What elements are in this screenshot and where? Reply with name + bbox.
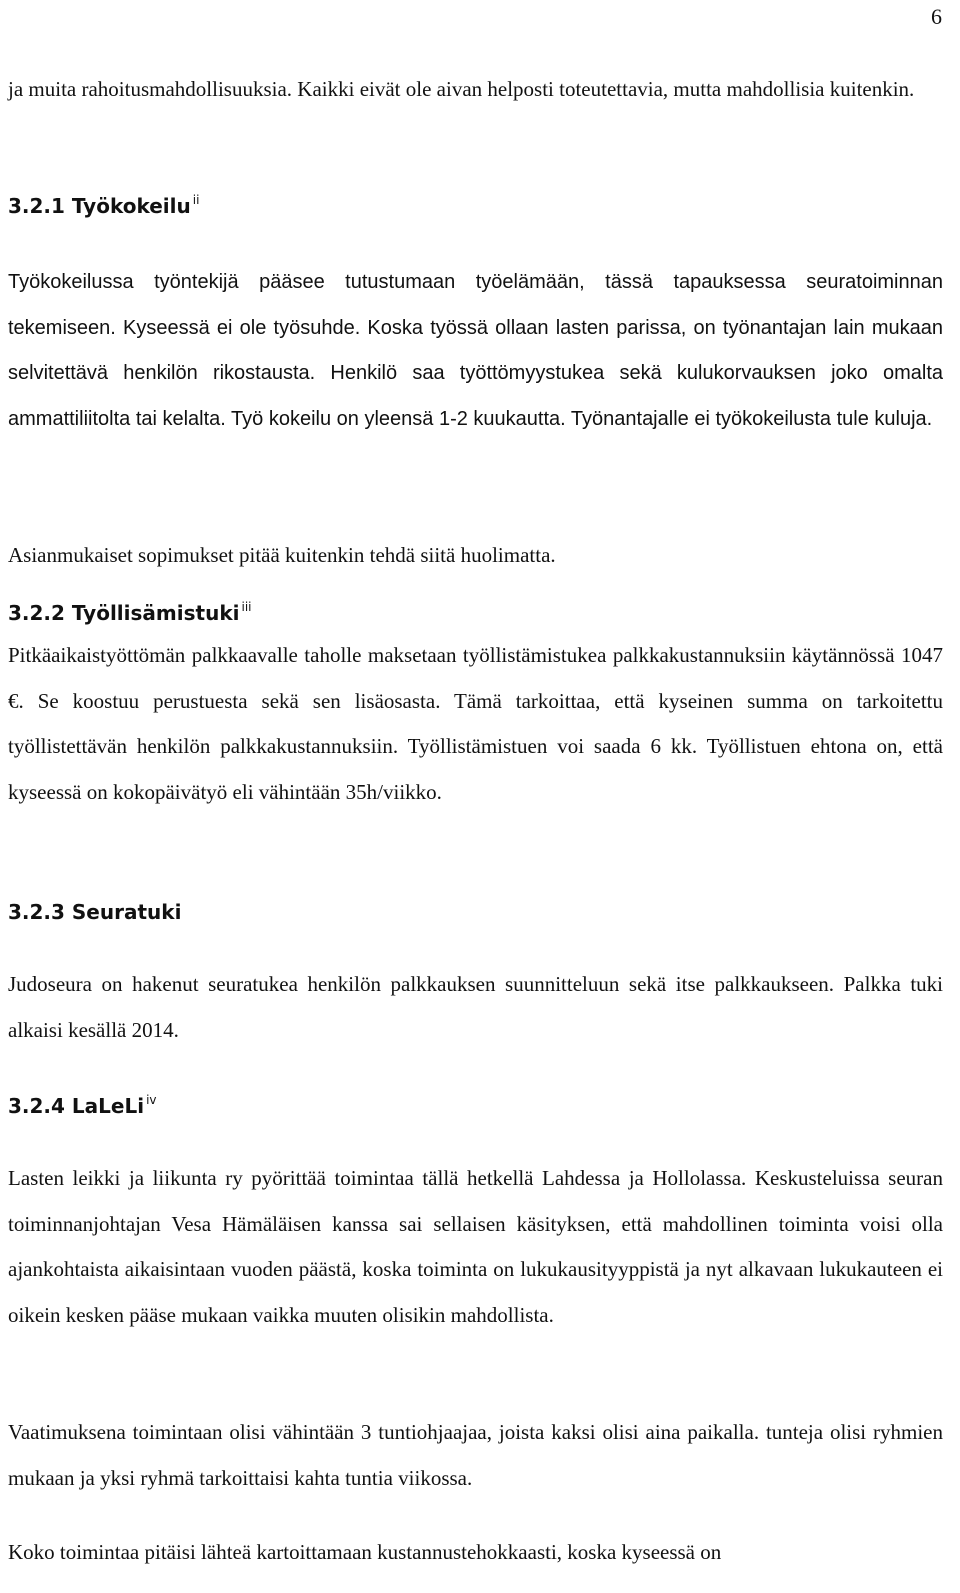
tyokokeilu-paragraph: Työkokeilussa työntekijä pääsee tutustumaan työelämään, tässä tapauksessa seuratoiminnan tekemiseen. Kyseessä ei ole työsuhde. Koska työssä ollaan lasten parissa, on työnantajan lain mukaan selvitettävä henkilön rikostausta. Henkilö saa työttömyystukea sekä kulukorvauksen joko omalta ammattiliitolta tai kelalta. Työ kokeilu on yleensä 1-2 kuukautta. Työnantajalle ei työkokeilusta tule kuluja.	[8, 271, 943, 430]
tyokokeilu-paragraph-end: Asianmukaiset sopimukset pitää kuitenkin tehdä siitä huolimatta.	[8, 543, 556, 567]
tyollisamistuki-paragraph: Pitkäaikaistyöttömän palkkaavalle taholle maksetaan työllistämistukea palkkakustannuksiin käytännössä 1047 €. Se koostuu perustuesta sekä sen lisäosasta. Tämä tarkoittaa, että kyseinen summa on tarkoitettu työllistettävän henkilön palkkakustannuksiin. Työllistämistuen voi saada 6 kk. Työllistuen ehtona on, että kyseessä on kokopäivätyö eli vähintään 35h/viikko.	[8, 643, 943, 804]
heading-text: 3.2.1 Työkokeilu	[8, 194, 191, 218]
page-number: 6	[931, 4, 942, 29]
footnote-marker: ii	[192, 193, 200, 207]
footnote-marker: iv	[146, 1093, 157, 1107]
section-heading-laleli	[8, 1093, 157, 1118]
section-heading-seuratuki	[8, 900, 181, 924]
heading-text: 3.2.2 Työllisämistuki	[8, 601, 240, 625]
laleli-paragraph-2: Vaatimuksena toimintaan olisi vähintään 3 tuntiohjaajaa, joista kaksi olisi aina paikalla. tunteja olisi ryhmien mukaan ja yksi ryhmä tarkoittaisi kahta tuntia viikossa.	[8, 1420, 943, 1490]
heading-text: 3.2.4 LaLeLi	[8, 1094, 145, 1118]
footnote-marker: iii	[241, 600, 252, 614]
intro-paragraph: ja muita rahoitusmahdollisuuksia. Kaikki eivät ole aivan helposti toteutettavia, mutta mahdollisia kuitenkin.	[8, 77, 915, 101]
heading-text: 3.2.3 Seuratuki	[8, 900, 182, 924]
laleli-paragraph-3: Koko toimintaa pitäisi lähteä kartoittamaan kustannustehokkaasti, koska kyseessä on	[8, 1540, 722, 1564]
section-heading-tyokokeilu	[8, 193, 199, 218]
laleli-paragraph: Lasten leikki ja liikunta ry pyörittää toimintaa tällä hetkellä Lahdessa ja Hollolassa. Keskusteluissa seuran toiminnanjohtajan Vesa Hämäläisen kanssa sai sellaisen käsityksen, että mahdollinen toiminta voisi olla ajankohtaista aikaisintaan vuoden päästä, koska toiminta on lukukausityyppistä ja nyt alkavaan lukukauteen ei oikein kesken pääse mukaan vaikka muuten olisikin mahdollista.	[8, 1166, 943, 1327]
section-heading-tyollisamistuki	[8, 600, 252, 625]
seuratuki-paragraph: Judoseura on hakenut seuratukea henkilön palkkauksen suunnitteluun sekä itse palkkaukseen. Palkka tuki alkaisi kesällä 2014.	[8, 972, 943, 1042]
